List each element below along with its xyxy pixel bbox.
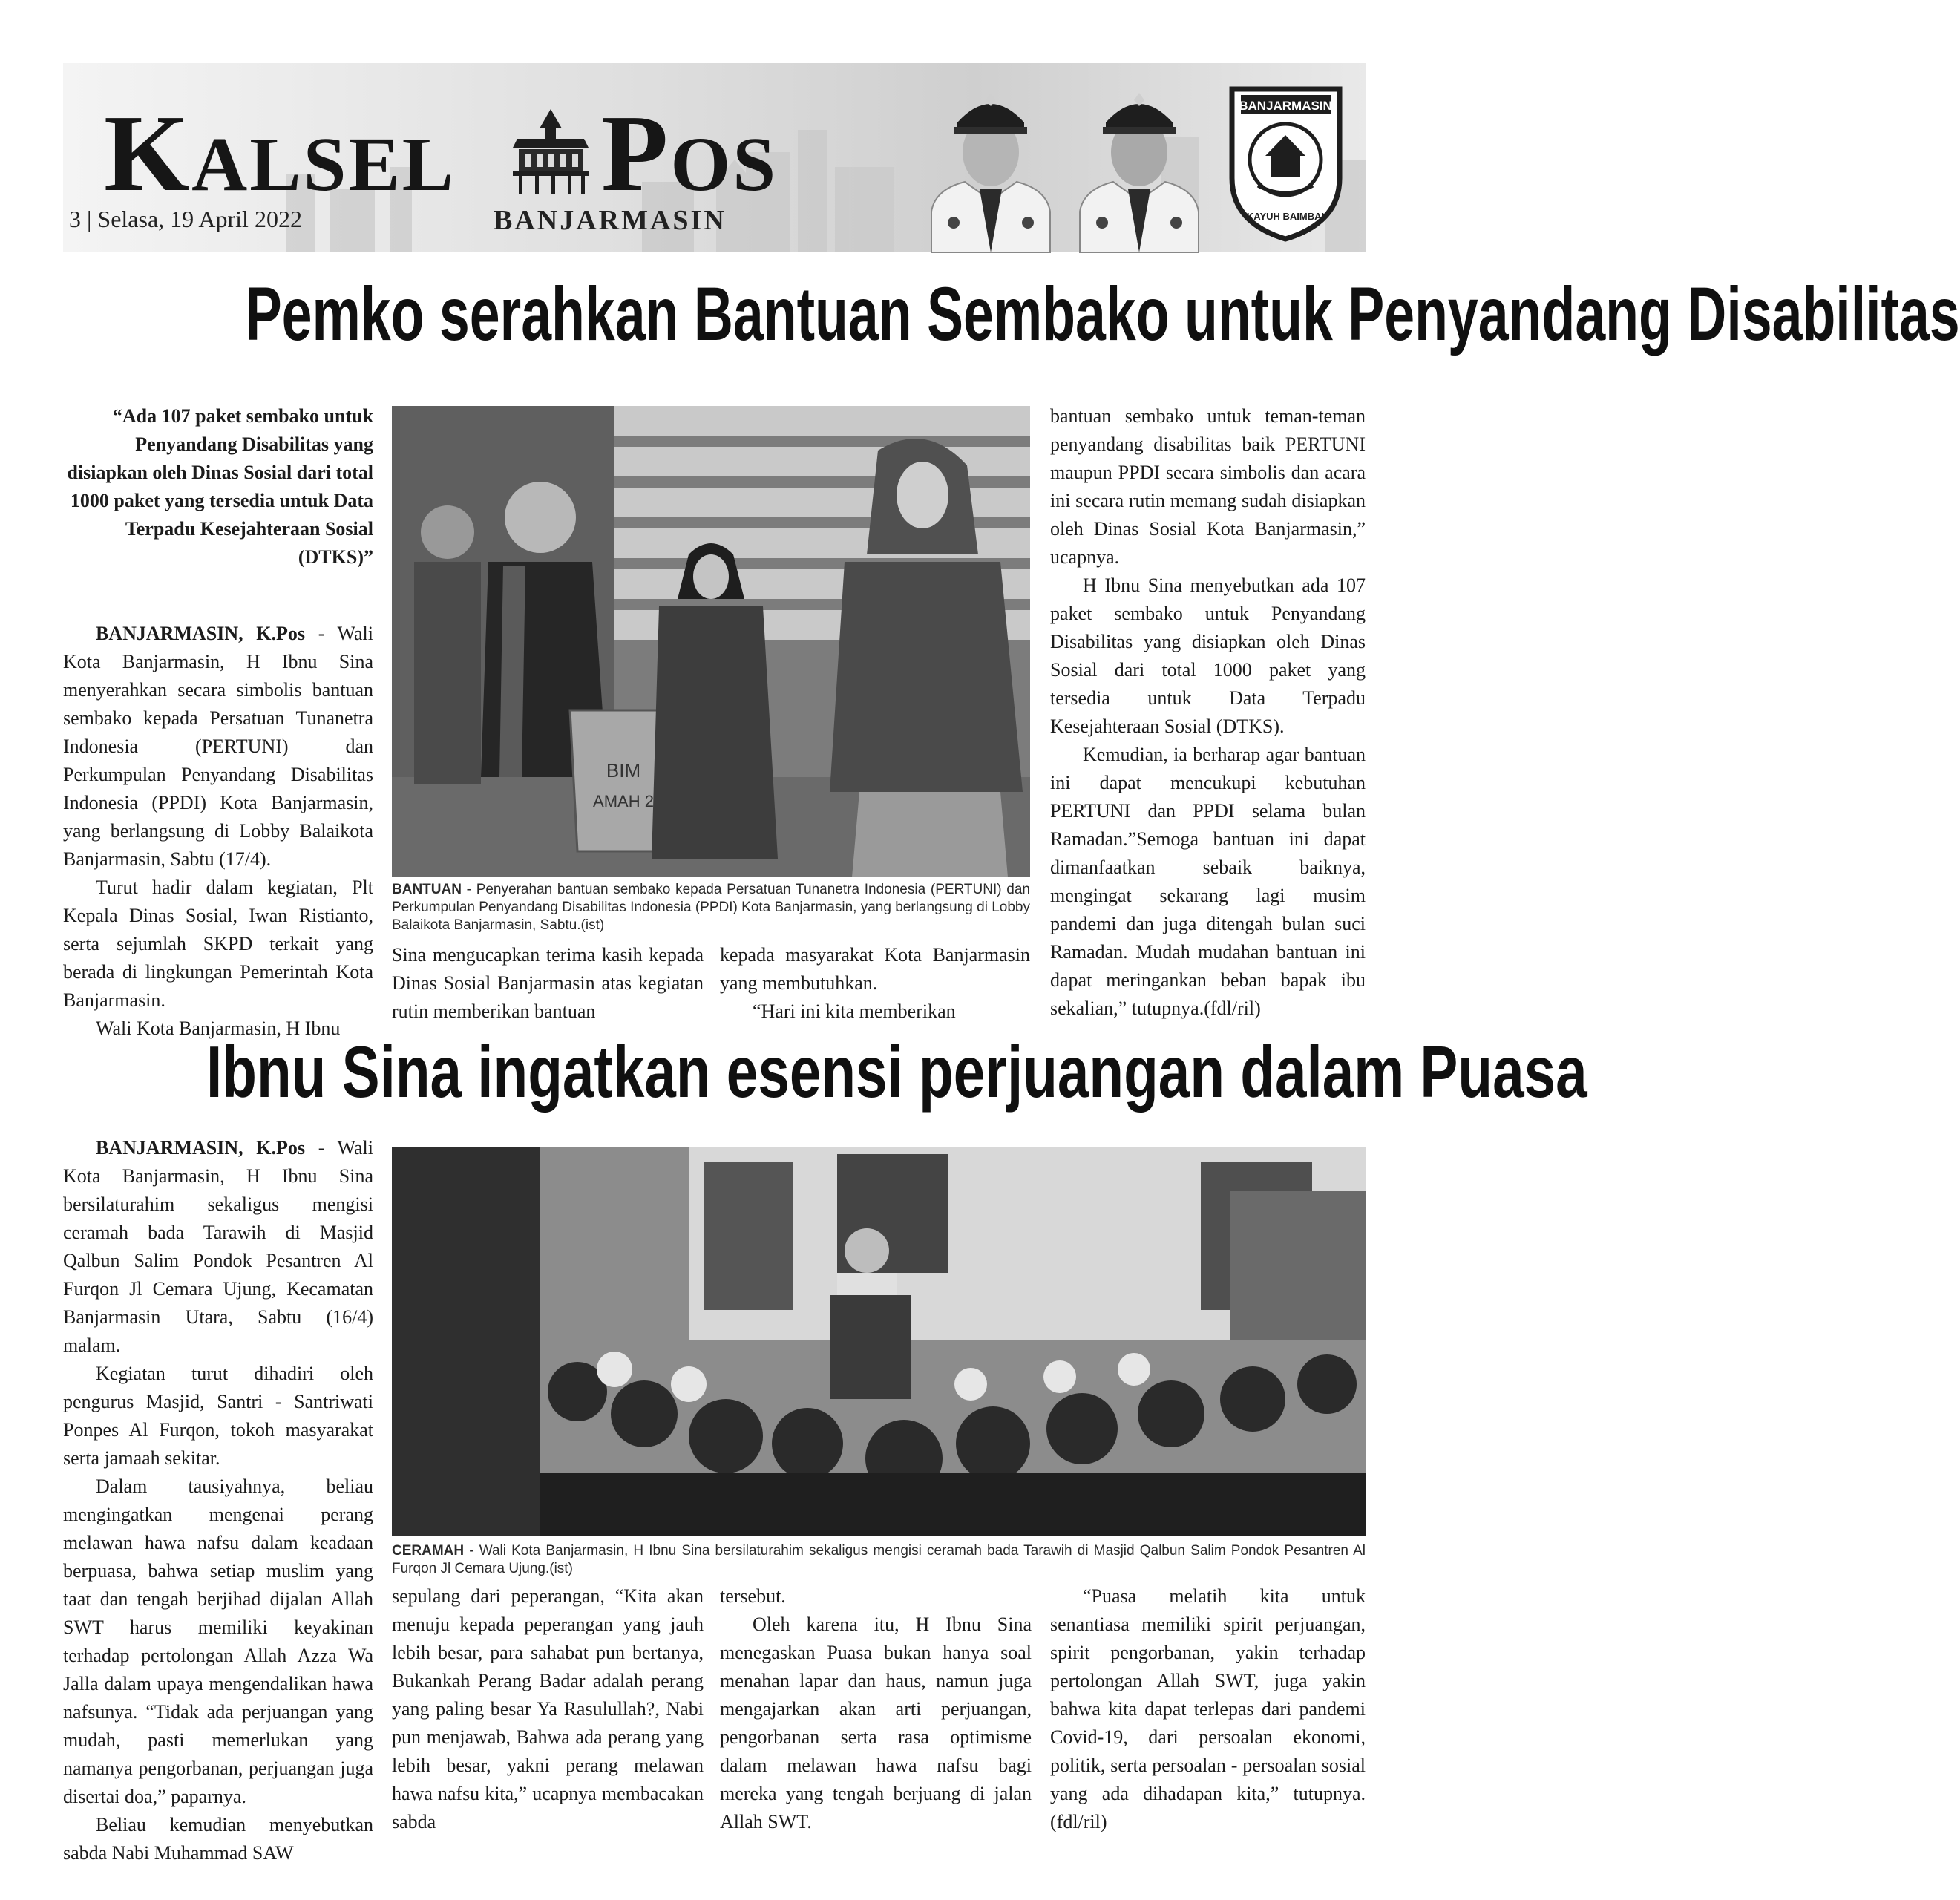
paragraph: Kemudian, ia berharap agar bantuan ini dapat mencukupi kebutuhan PERTUNI dan PPDI selama bulan Ramadan.”Semoga bantuan ini dapat dimanfaatkan sebaik baiknya, mengingat sekarang lagi musim pandemi dan juga ditengah bulan suci Ramadan. Mudah mudahan bantuan ini dapat meringankan beban bapak ibu sekalian,” tutupnya.(fdl/ril) — [1050, 744, 1366, 1019]
page-number: 3 — [69, 206, 81, 232]
paragraph: tersebut. — [720, 1585, 786, 1607]
paragraph: sepulang dari peperangan, “Kita akan menuju kepada peperangan yang jauh lebih besar, para sahabat pun bertanya, Bukankah Perang Badar adalah perang yang paling besar Ya Rasulullah?, Nabi pun menjawab, Bahwa ada perang yang lebih besar, yakni perang melawan hawa nafsu kita,” ucapnya membacakan sabda — [392, 1585, 704, 1832]
photo-mosque-sermon-scene — [392, 1147, 1366, 1536]
photo-handover-scene — [392, 406, 1030, 877]
article-1-column-3 — [720, 941, 1030, 1026]
official-portrait-right — [1069, 71, 1210, 252]
caption-label: CERAMAH — [392, 1543, 465, 1559]
seal-title: BANJARMASIN — [1239, 99, 1332, 113]
paragraph: Sina mengucapkan terima kasih kepada Dinas Sosial Banjarmasin atas kegiatan rutin memberikan bantuan — [392, 944, 704, 1022]
traditional-house-logo-icon — [510, 106, 591, 195]
official-portrait-left — [920, 71, 1061, 252]
article-1-pull-quote: “Ada 107 paket sembako untuk Penyandang Disabilitas yang disiapkan oleh Dinas Sosial dari total 1000 paket yang tersedia untuk Data Terpadu Kesejahteraan Sosial (DTKS)” — [67, 405, 373, 568]
paragraph: BANJARMASIN, K.Pos - Wali Kota Banjarmasin, H Ibnu Sina bersilaturahim sekaligus mengisi ceramah bada Tarawih di Masjid Qalbun Salim Pondok Pesantren Al Furqon Jl Cemara Ujung, Kecamatan Banjarmasin Utara, Sabtu (16/4) malam. — [63, 1137, 373, 1356]
paragraph: Wali Kota Banjarmasin, H Ibnu — [96, 1018, 341, 1039]
masthead — [63, 63, 1366, 252]
article-2-column-1 — [63, 1134, 373, 1867]
article-1-column-4 — [1050, 402, 1366, 1023]
city-seal-logo — [1225, 74, 1347, 241]
article-1-column-2 — [392, 941, 704, 1026]
paragraph: BANJARMASIN, K.Pos - Wali Kota Banjarmasin, H Ibnu Sina menyerahkan secara simbolis bantuan sembako kepada Persatuan Tunanetra Indonesia (PERTUNI) dan Perkumpulan Penyandang Disabilitas Indonesia (PPDI) Kota Banjarmasin, yang berlangsung di Lobby Balaikota Banjarmasin, Sabtu (17/4). — [63, 623, 373, 870]
paragraph: kepada masyarakat Kota Banjarmasin yang membutuhkan. — [720, 944, 1030, 994]
paragraph: Beliau kemudian menyebutkan sabda Nabi Muhammad SAW — [63, 1814, 373, 1864]
article-2-column-3 — [720, 1582, 1032, 1836]
article-1-photo — [392, 406, 1030, 877]
article-1-photo-caption: BANTUAN - Penyerahan bantuan sembako kepada Persatuan Tunanetra Indonesia (PERTUNI) dan Perkumpulan Penyandang Disabilitas Indonesia (PPDI) Kota Banjarmasin, yang berlangsung di Lobby Balaikota Banjarmasin, Sabtu.(ist) — [392, 882, 1030, 933]
issue-info: 3 | Selasa, 19 April 2022 — [69, 206, 302, 232]
paragraph: “Puasa melatih kita untuk senantiasa memiliki spirit perjuangan, spirit pengorbanan, yakin terhadap pertolongan Allah SWT, juga yakin bahwa kita dapat terlepas dari pandemi Covid-19, dari persoalan ekonomi, politik, serta persoalan - persoalan sosial yang ada dihadapan kita,” tutupnya.(fdl/ril) — [1050, 1585, 1366, 1832]
paragraph: Dalam tausiyahnya, beliau mengingatkan mengenai perang melawan hawa nafsu dalam keadaan berpuasa, bahwa setiap muslim yang taat dan tengah berjihad dijalan Allah SWT harus memiliki keyakinan terhadap pertolongan Allah Azza Wa Jalla dalam upaya mengendalikan hawa nafsunya. “Tidak ada perjuangan yang mudah, pasti memerlukan yang namanya pengorbanan, perjuangan juga disertai doa,” paparnya. — [63, 1475, 373, 1807]
article-2-headline: Ibnu Sina ingatkan esensi perjuangan dalam Puasa — [206, 1031, 1587, 1113]
article-2-photo — [392, 1147, 1366, 1536]
edition-city: BANJARMASIN — [494, 205, 727, 236]
paragraph: Oleh karena itu, H Ibnu Sina menegaskan Puasa bukan hanya soal menahan lapar dan haus, namun juga mengajarkan akan arti perjuangan, pengorbanan serta rasa optimisme dalam melawan hawa nafsu bagi mereka yang tengah berjuang di jalan Allah SWT. — [720, 1614, 1032, 1832]
caption-label: BANTUAN — [392, 882, 462, 897]
paragraph: bantuan sembako untuk teman-teman penyandang disabilitas baik PERTUNI maupun PPDI secara simbolis dan acara ini secara rutin memang sudah disiapkan oleh Dinas Sosial Kota Banjarmasin,” ucapnya. — [1050, 405, 1366, 568]
article-2-column-4 — [1050, 1582, 1366, 1836]
basket-text-2: AMAH 2 — [593, 792, 654, 810]
paragraph: Turut hadir dalam kegiatan, Plt Kepala Dinas Sosial, Iwan Ristianto, serta sejumlah SKPD terkait yang berada di lingkungan Pemerintah Kota Banjarmasin. — [63, 877, 373, 1011]
article-2-column-2 — [392, 1582, 704, 1836]
basket-text-1: BIM — [606, 759, 641, 782]
paragraph: H Ibnu Sina menyebutkan ada 107 paket sembako untuk Penyandang Disabilitas yang disiapkan oleh Dinas Sosial dari total 1000 paket yang tersedia untuk Data Terpadu Kesejahteraan Sosial (DTKS). — [1050, 574, 1366, 737]
article-2-photo-caption: CERAMAH - Wali Kota Banjarmasin, H Ibnu Sina bersilaturahim sekaligus mengisi ceramah bada Tarawih di Masjid Qalbun Salim Pondok Pesantren Al Furqon Jl Cemara Ujung.(ist) — [392, 1543, 1366, 1576]
dateline: BANJARMASIN, K.Pos — [96, 623, 306, 644]
issue-date: Selasa, 19 April 2022 — [97, 206, 302, 232]
article-1-headline: Pemko serahkan Bantuan Sembako untuk Penyandang Disabilitas — [245, 272, 1960, 356]
seal-motto: KAYUH BAIMBAI — [1246, 211, 1325, 222]
paragraph: “Hari ini kita memberikan — [753, 1000, 956, 1022]
dateline: BANJARMASIN, K.Pos — [96, 1137, 306, 1159]
brand-name-right: POS — [601, 93, 779, 214]
paragraph: Kegiatan turut dihadiri oleh pengurus Masjid, Santri - Santriwati Ponpes Al Furqon, tokoh masyarakat serta jamaah sekitar. — [63, 1363, 373, 1469]
article-1-column-1 — [63, 620, 373, 1043]
brand-name-left: KALSEL — [104, 93, 456, 214]
